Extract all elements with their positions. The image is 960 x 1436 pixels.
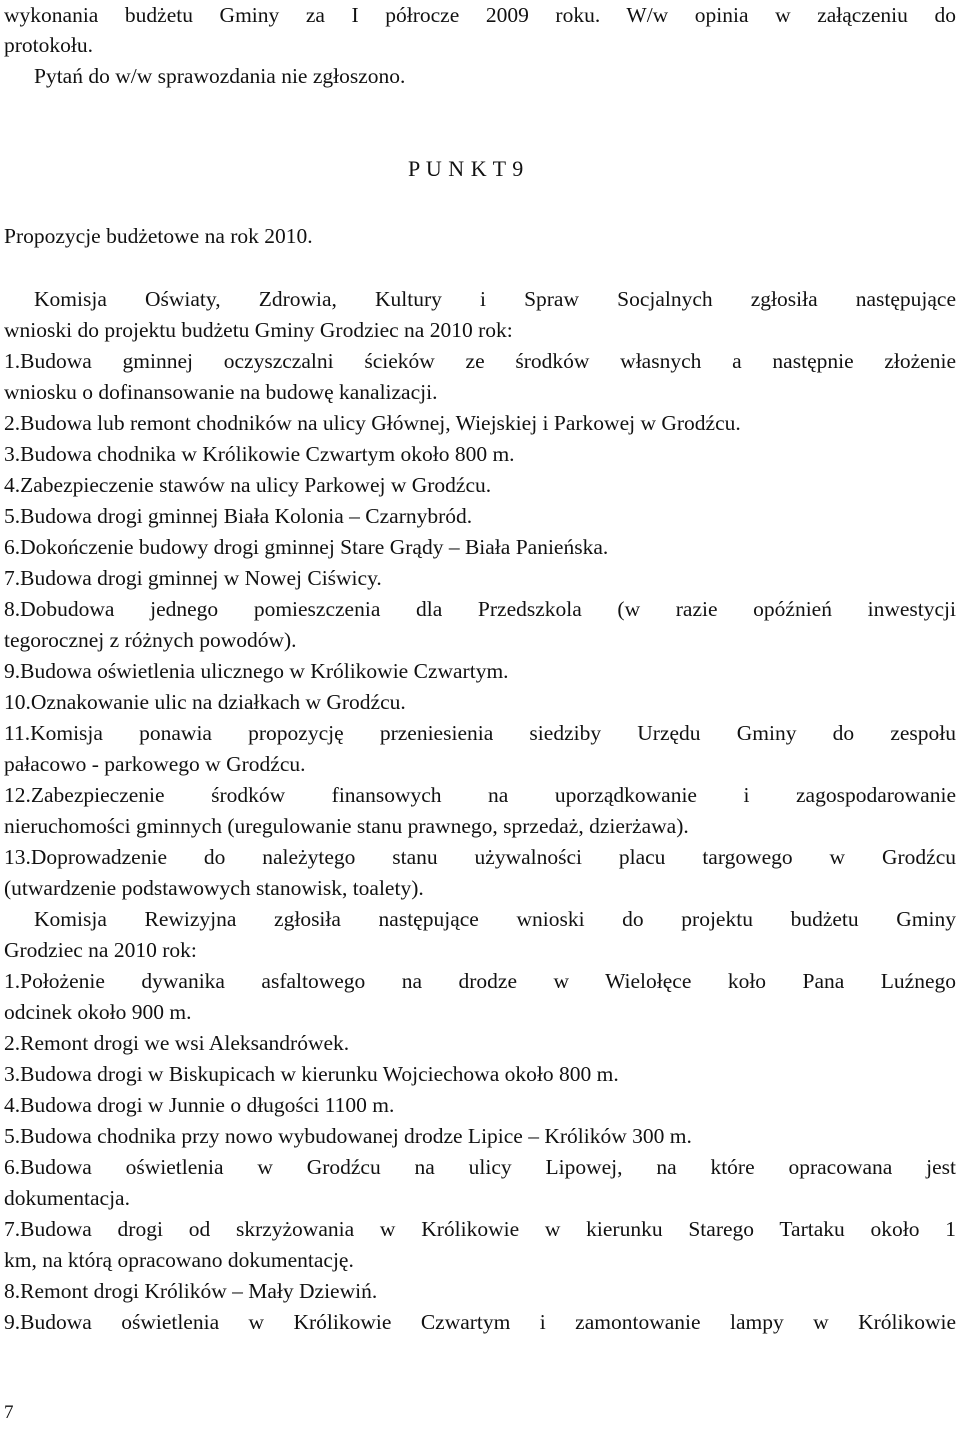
committee-intro-line: Grodziec na 2010 rok:	[4, 938, 197, 962]
list-item-continuation: odcinek około 900 m.	[4, 1000, 192, 1024]
list-item: 5.Budowa drogi gminnej Biała Kolonia – Czarnybród.	[4, 504, 473, 528]
list-item: 1.Budowa gminnej oczyszczalni ścieków ze środków własnych a następnie złożenie	[4, 349, 956, 373]
list-item-continuation: (utwardzenie podstawowych stanowisk, toalety).	[4, 876, 424, 900]
list-item: 8.Remont drogi Królików – Mały Dziewiń.	[4, 1279, 378, 1303]
list-item: 7.Budowa drogi od skrzyżowania w Królikowie w kierunku Starego Tartaku około 1	[4, 1217, 956, 1241]
page-number: 7	[4, 1402, 14, 1423]
list-item: 13.Doprowadzenie do należytego stanu używalności placu targowego w Grodźcu	[4, 845, 956, 869]
section-heading: P U N K T 9	[408, 156, 524, 181]
list-item: 6.Dokończenie budowy drogi gminnej Stare Grądy – Biała Panieńska.	[4, 535, 609, 559]
list-item: 3.Budowa drogi w Biskupicach w kierunku Wojciechowa około 800 m.	[4, 1062, 619, 1086]
list-item: 6.Budowa oświetlenia w Grodźcu na ulicy Lipowej, na które opracowana jest	[4, 1155, 956, 1179]
intro-line: Pytań do w/w sprawozdania nie zgłoszono.	[34, 64, 406, 88]
committee-intro-line: Komisja Oświaty, Zdrowia, Kultury i Spraw Socjalnych zgłosiła następujące	[34, 287, 956, 311]
committee-intro-line: wnioski do projektu budżetu Gminy Grodziec na 2010 rok:	[4, 318, 513, 342]
intro-line: wykonania budżetu Gminy za I półrocze 2009 roku. W/w opinia w załączeniu do	[4, 3, 956, 27]
list-item-continuation: dokumentacja.	[4, 1186, 130, 1210]
list-item: 9.Budowa oświetlenia ulicznego w Królikowie Czwartym.	[4, 659, 509, 683]
section-title: Propozycje budżetowe na rok 2010.	[4, 224, 313, 248]
list-item: 10.Oznakowanie ulic na działkach w Grodźcu.	[4, 690, 406, 714]
list-item: 4.Zabezpieczenie stawów na ulicy Parkowej w Grodźcu.	[4, 473, 492, 497]
list-item: 8.Dobudowa jednego pomieszczenia dla Przedszkola (w razie opóźnień inwestycji	[4, 597, 956, 621]
committee-intro-line: Komisja Rewizyjna zgłosiła następujące wnioski do projektu budżetu Gminy	[34, 907, 956, 931]
list-item-continuation: tegorocznej z różnych powodów).	[4, 628, 297, 652]
list-item: 2.Budowa lub remont chodników na ulicy Głównej, Wiejskiej i Parkowej w Grodźcu.	[4, 411, 741, 435]
list-item: 3.Budowa chodnika w Królikowie Czwartym około 800 m.	[4, 442, 515, 466]
list-item: 4.Budowa drogi w Junnie o długości 1100 m.	[4, 1093, 395, 1117]
list-item: 5.Budowa chodnika przy nowo wybudowanej drodze Lipice – Królików 300 m.	[4, 1124, 692, 1148]
list-item: 2.Remont drogi we wsi Aleksandrówek.	[4, 1031, 350, 1055]
list-item: 12.Zabezpieczenie środków finansowych na uporządkowanie i zagospodarowanie	[4, 783, 956, 807]
list-item-continuation: km, na którą opracowano dokumentację.	[4, 1248, 354, 1272]
list-item-continuation: pałacowo - parkowego w Grodźcu.	[4, 752, 306, 776]
list-item: 7.Budowa drogi gminnej w Nowej Ciświcy.	[4, 566, 382, 590]
list-item: 11.Komisja ponawia propozycję przeniesienia siedziby Urzędu Gminy do zespołu	[4, 721, 956, 745]
list-item-continuation: wniosku o dofinansowanie na budowę kanalizacji.	[4, 380, 438, 404]
intro-line: protokołu.	[4, 33, 93, 57]
list-item: 9.Budowa oświetlenia w Królikowie Czwartym i zamontowanie lampy w Królikowie	[4, 1310, 956, 1334]
list-item-continuation: nieruchomości gminnych (uregulowanie stanu prawnego, sprzedaż, dzierżawa).	[4, 814, 689, 838]
list-item: 1.Położenie dywanika asfaltowego na drodze w Wielołęce koło Pana Luźnego	[4, 969, 956, 993]
